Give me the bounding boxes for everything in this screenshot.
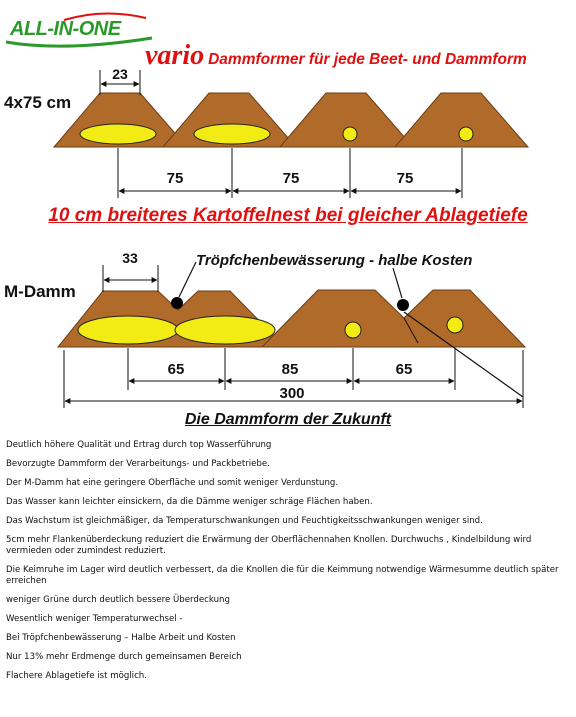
drip-irrigation-label: Tröpfchenbewässerung - halbe Kosten xyxy=(196,252,473,269)
drip-emitter-1 xyxy=(171,297,183,309)
row1-spacing-dims xyxy=(118,148,462,198)
row1-spacing-1: 75 xyxy=(166,170,184,187)
note-item: Bei Tröpfchenbewässerung – Halbe Arbeit und Kosten xyxy=(6,633,236,643)
row1-spacing-3: 75 xyxy=(396,170,414,187)
row2-spacing-2: 85 xyxy=(281,361,299,378)
note-item: Das Wachstum ist gleichmäßiger, da Temperaturschwankungen und Feuchtigkeitsschwankungen weniger sind. xyxy=(6,516,483,526)
row1-spacing-2: 75 xyxy=(282,170,300,187)
title-brand: vario xyxy=(145,40,205,71)
row1-dams xyxy=(54,93,528,147)
title-subtitle: Dammformer für jede Beet- und Dammform xyxy=(208,51,527,68)
row2-spacing-dims xyxy=(128,348,455,390)
note-item: Nur 13% mehr Erdmenge durch gemeinsamen Bereich xyxy=(6,652,242,662)
row2-tuber-2 xyxy=(175,316,275,344)
note-item: Deutlich höhere Qualität und Ertrag durch top Wasserführung xyxy=(6,440,272,450)
note-item: Der M-Damm hat eine geringere Oberfläche und somit weniger Verdunstung. xyxy=(6,478,339,488)
row2-dams xyxy=(58,290,525,347)
row1-tuber-1 xyxy=(80,124,156,144)
note-item: Die Keimruhe im Lager wird deutlich verbessert, da die Knollen die für die Keimmung notwendige Wärmesumme deutlich später erreichen xyxy=(6,565,559,586)
subheading: Die Dammform der Zukunft xyxy=(184,411,392,428)
row1-label: 4x75 cm xyxy=(4,93,72,112)
row2-tuber-1 xyxy=(78,316,178,344)
note-item: Das Wasser kann leichter einsickern, da die Dämme weniger schräge Flächen haben. xyxy=(6,497,373,507)
logo-text: ALL-IN-ONE xyxy=(10,18,121,40)
row2-total-dim xyxy=(64,350,523,408)
drip-emitter-2 xyxy=(397,299,409,311)
row2-dam-right-pair xyxy=(262,290,525,347)
row2-label: M-Damm xyxy=(4,282,76,301)
row2-spacing-3: 65 xyxy=(395,361,413,378)
note-item: 5cm mehr Flankenüberdeckung reduziert die Erwärmung der Oberflächennahen Knollen. Durchwuchs , Kindelbildung wird vermieden oder zumindest reduziert. xyxy=(6,535,532,556)
notes-list xyxy=(6,440,568,690)
row1-tuber-4 xyxy=(459,127,473,141)
note-item: Flachere Ablagetiefe ist möglich. xyxy=(6,671,147,681)
row2-total: 300 xyxy=(279,385,305,402)
row2-top-width: 33 xyxy=(122,250,138,266)
row1-top-width: 23 xyxy=(112,66,128,82)
note-item: Bevorzugte Dammform der Verarbeitungs- und Packbetriebe. xyxy=(6,459,270,469)
row1-tuber-3 xyxy=(343,127,357,141)
row2-tuber-3 xyxy=(345,322,361,338)
row1-tuber-2 xyxy=(194,124,270,144)
row2-spacing-1: 65 xyxy=(167,361,185,378)
headline: 10 cm breiteres Kartoffelnest bei gleicher Ablagetiefe xyxy=(48,205,528,226)
row2-tuber-4 xyxy=(447,317,463,333)
row1-top-dim xyxy=(100,66,140,95)
note-item: Wesentlich weniger Temperaturwechsel - xyxy=(6,614,183,624)
note-item: weniger Grüne durch deutlich bessere Überdeckung xyxy=(6,595,230,605)
row2-top-dim xyxy=(103,250,158,292)
